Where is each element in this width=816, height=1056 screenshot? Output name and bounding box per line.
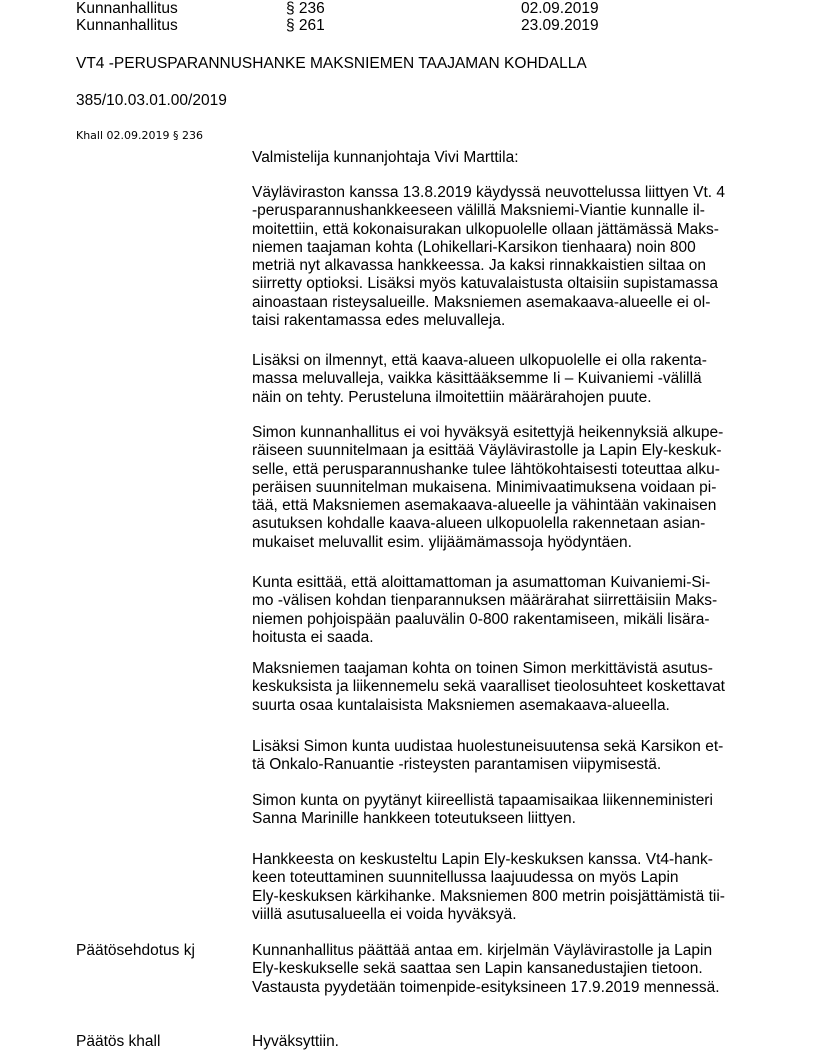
- paragraph-line: Lisäksi on ilmennyt, että kaava-alueen ulkopuolelle ei olla rakenta-: [252, 352, 707, 369]
- paragraph-line: peräisen suunnitelman mukaisena. Minimivaatimuksena voidaan pi-: [252, 478, 717, 496]
- paragraph: [252, 738, 723, 775]
- paragraph-line: taisi rakentamassa edes meluvalleja.: [252, 312, 506, 330]
- paragraph-line: Simon kunta on pyytänyt kiireellistä tapaamisaikaa liikenneministeri: [252, 792, 713, 809]
- header-date: 23.09.2019: [521, 17, 599, 34]
- paragraph-line: mukaiset meluvallit esim. ylijäämämassoja hyödyntäen.: [252, 533, 632, 551]
- paragraph: [252, 851, 725, 924]
- paragraph-line: Hankkeesta on keskusteltu Lapin Ely-keskuksen kanssa. Vt4-hank-: [252, 851, 713, 868]
- paragraph-line: ainoastaan risteysalueille. Maksniemen asemakaava-alueelle ei ol-: [252, 293, 711, 311]
- paragraph-line: tä Onkalo-Ranuantie -risteysten parantamisen viipymisestä.: [252, 756, 662, 774]
- header-date: 02.09.2019: [521, 0, 599, 17]
- document-title: VT4 -PERUSPARANNUSHANKE MAKSNIEMEN TAAJAMAN KOHDALLA: [76, 55, 587, 72]
- preparer-line: [252, 149, 752, 167]
- paragraph-line: Simon kunnanhallitus ei voi hyväksyä esitettyjä heikennyksiä alkupe-: [252, 424, 724, 441]
- paragraph-line: asutuksen kohdalle kaava-alueen ulkopuolella rakennetaan asian-: [252, 515, 706, 533]
- paragraph-line: keen toteuttaminen suunnitellussa laajuudessa on myös Lapin: [252, 869, 679, 887]
- paragraph-line: näin on tehty. Perusteluna ilmoitettiin määrärahojen puute.: [252, 388, 652, 406]
- paragraph-line: selle, että perusparannushanke tulee lähtökohtaisesti toteuttaa alku-: [252, 460, 720, 478]
- header-body: Kunnanhallitus: [76, 0, 178, 17]
- paragraph-line: metriä nyt alkavassa hankkeessa. Ja kaksi rinnakkaistien siltaa on: [252, 257, 707, 275]
- khall-reference: Khall 02.09.2019 § 236: [76, 129, 204, 142]
- paragraph-line: moitettiin, että kokonaisurakan ulkopuolelle ollaan jättämässä Maks-: [252, 220, 719, 238]
- paragraph-line: Väyläviraston kanssa 13.8.2019 käydyssä neuvottelussa liittyen Vt. 4: [252, 184, 726, 201]
- header-section: § 236: [286, 0, 325, 17]
- paragraph: [252, 184, 725, 330]
- paragraph-line: tää, että Maksniemen asemakaava-alueelle ja vähintään vakinaisen: [252, 497, 717, 515]
- header-row: [76, 17, 636, 35]
- paragraph-line: niemen pohjoispään paaluvälin 0-800 rakentamiseen, mikäli lisära-: [252, 610, 710, 628]
- paragraph-line: viillä asutusalueella ei voida hyväksyä.: [252, 905, 517, 923]
- paragraph-line: keskuksista ja liikennemelu sekä vaaralliset tieolosuhteet koskettavat: [252, 678, 725, 696]
- decision-text: Hyväksyttiin.: [252, 1033, 339, 1050]
- paragraph: [252, 660, 725, 715]
- paragraph-line: Maksniemen taajaman kohta on toinen Simon merkittävistä asutus-: [252, 660, 713, 677]
- paragraph: [252, 792, 713, 829]
- paragraph-line: -perusparannushankkeeseen välillä Maksniemi-Viantie kunnalle il-: [252, 202, 705, 220]
- paragraph-line: siirretty optioksi. Lisäksi myös katuvalaistusta oltaisiin supistamassa: [252, 275, 719, 293]
- header-section: § 261: [286, 17, 325, 34]
- paragraph-line: Lisäksi Simon kunta uudistaa huolestuneisuutensa sekä Karsikon et-: [252, 738, 724, 755]
- preparer-text: Valmistelija kunnanjohtaja Vivi Marttila:: [252, 149, 519, 166]
- decision-block: [252, 1033, 752, 1051]
- paragraph-line: räiseen suunnitelmaan ja esittää Väylävirastolle ja Lapin Ely-keskuk-: [252, 442, 722, 460]
- proposal-line: Vastausta pyydetään toimenpide-esityksineen 17.9.2019 mennessä.: [252, 978, 720, 996]
- paragraph-line: massa meluvalleja, vaikka käsittääksemme Ii – Kuivaniemi -välillä: [252, 370, 702, 388]
- paragraph-line: Kunta esittää, että aloittamattoman ja asumattoman Kuivaniemi-Si-: [252, 574, 711, 591]
- paragraph-line: hoitusta ei saada.: [252, 628, 374, 646]
- paragraph-line: suurta osaa kuntalaisista Maksniemen asemakaava-alueella.: [252, 696, 670, 714]
- header-row: [76, 0, 636, 18]
- header-body: Kunnanhallitus: [76, 17, 178, 34]
- paragraph: [252, 352, 707, 407]
- paragraph-line: mo -välisen kohdan tienparannuksen määrärahat siirrettäisiin Maks-: [252, 592, 718, 610]
- proposal-text: [252, 942, 752, 997]
- paragraph-line: Ely-keskuksen kärkihanke. Maksniemen 800 metrin poisjättämistä tii-: [252, 887, 725, 905]
- case-number: 385/10.03.01.00/2019: [76, 92, 227, 109]
- paragraph: [252, 424, 723, 552]
- proposal-line: Ely-keskukselle sekä saattaa sen Lapin kansanedustajien tietoon.: [252, 960, 703, 978]
- decision-label: Päätös khall: [76, 1033, 161, 1050]
- paragraph-line: Sanna Marinille hankkeen toteutukseen liittyen.: [252, 810, 576, 828]
- paragraph-line: niemen taajaman kohta (Lohikellari-Karsikon tienhaara) noin 800: [252, 238, 696, 256]
- paragraph: [252, 574, 717, 647]
- proposal-label: Päätösehdotus kj: [76, 942, 195, 959]
- proposal-line: Kunnanhallitus päättää antaa em. kirjelmän Väylävirastolle ja Lapin: [252, 942, 713, 959]
